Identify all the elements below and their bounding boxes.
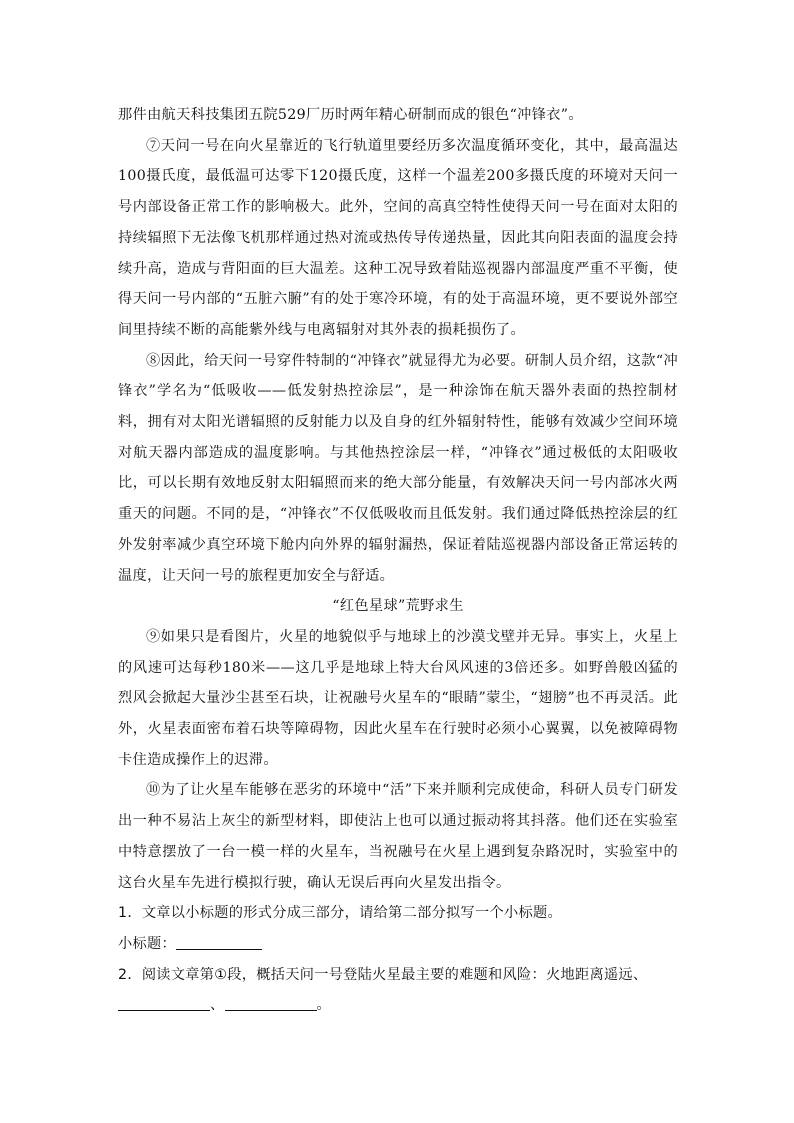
answer-blank[interactable]: [225, 996, 317, 1011]
article-paragraph-8: ⑧因此，给天问一号穿件特制的“冲锋衣”就显得尤为必要。研制人员介绍，这款“冲锋衣”学名为“低吸收——低发射热控涂层”，是一种涂饰在航天器外表面的热控制材料，拥有对太阳光谱辐照的反射能力以及自身的红外辐射特性，能够有效减少空间环境对航天器内部造成的温度影响。与其他热控涂层一样，“冲锋衣”通过极低的太阳吸收比，可以长期有效地反射太阳辐照而来的绝大部分能量，有效解决天问一号内部冰火两重天的问题。不同的是，“冲锋衣”不仅低吸收而且低发射。我们通过降低热控涂层的红外发射率减少真空环境下舱内向外界的辐射漏热，保证着陆巡视器内部设备正常运转的温度，让天问一号的旅程更加安全与舒适。: [118, 352, 678, 584]
article-paragraph-10: ⑩为了让火星车能够在恶劣的环境中“活”下来并顺利完成使命，科研人员专门研发出一种不易沾上灰尘的新型材料，即使沾上也可以通过振动将其抖落。他们还在实验室中特意摆放了一台一模一样的火星车，当祝融号在火星上遇到复杂路况时，实验室中的这台火星车先进行模拟行驶，确认无误后再向火星发出指令。: [118, 782, 678, 891]
sentence-end: 。: [316, 997, 331, 1014]
document-page: [118, 100, 678, 1021]
question-2: 2．阅读文章第①段，概括天问一号登陆火星最主要的难题和风险：火地距离遥远、: [118, 966, 648, 983]
article-lead-fragment: 那件由航天科技集团五院529厂历时两年精心研制而成的银色“冲锋衣”。: [118, 107, 583, 123]
article-paragraph-7: ⑦天问一号在向火星靠近的飞行轨道里要经历多次温度循环变化，其中，最高温达100摄氏度，最低温可达零下120摄氏度，这样一个温差200多摄氏度的环境对天问一号内部设备正常工作的影响极大。此外，空间的高真空特性使得天问一号在面对太阳的持续辐照下无法像飞机那样通过热对流或热传导传递热量，因此其向阳表面的温度会持续升高，造成与背阳面的巨大温差。这种工况导致着陆巡视器内部温度严重不平衡，使得天问一号内部的“五脏六腑”有的处于寒冷环境，有的处于高温环境，更不要说外部空间里持续不断的高能紫外线与电离辐射对其外表的损耗损伤了。: [118, 137, 678, 338]
question-2-answer-line: [118, 990, 678, 1021]
answer-blank[interactable]: [118, 996, 210, 1011]
article-paragraph-9: ⑨如果只是看图片，火星的地貌似乎与地球上的沙漠戈壁并无异。事实上，火星上的风速可达每秒180米——这几乎是地球上特大台风风速的3倍还多。如野兽般凶猛的烈风会掀起大量沙尘甚至石块，让祝融号火星车的“眼睛”蒙尘，“翅膀”也不再灵活。此外，火星表面密布着石块等障碍物，因此火星车在行驶时必须小心翼翼，以免被障碍物卡住造成操作上的迟滞。: [118, 628, 678, 768]
question-1: 1．文章以小标题的形式分成三部分，请给第二部分拟写一个小标题。: [118, 905, 562, 922]
section-subtitle: “红色星球”荒野求生: [332, 598, 464, 615]
answer-label: 小标题：: [118, 935, 176, 952]
answer-blank[interactable]: [176, 935, 262, 950]
blank-separator: 、: [210, 997, 225, 1014]
question-1-answer-line: [118, 929, 678, 960]
